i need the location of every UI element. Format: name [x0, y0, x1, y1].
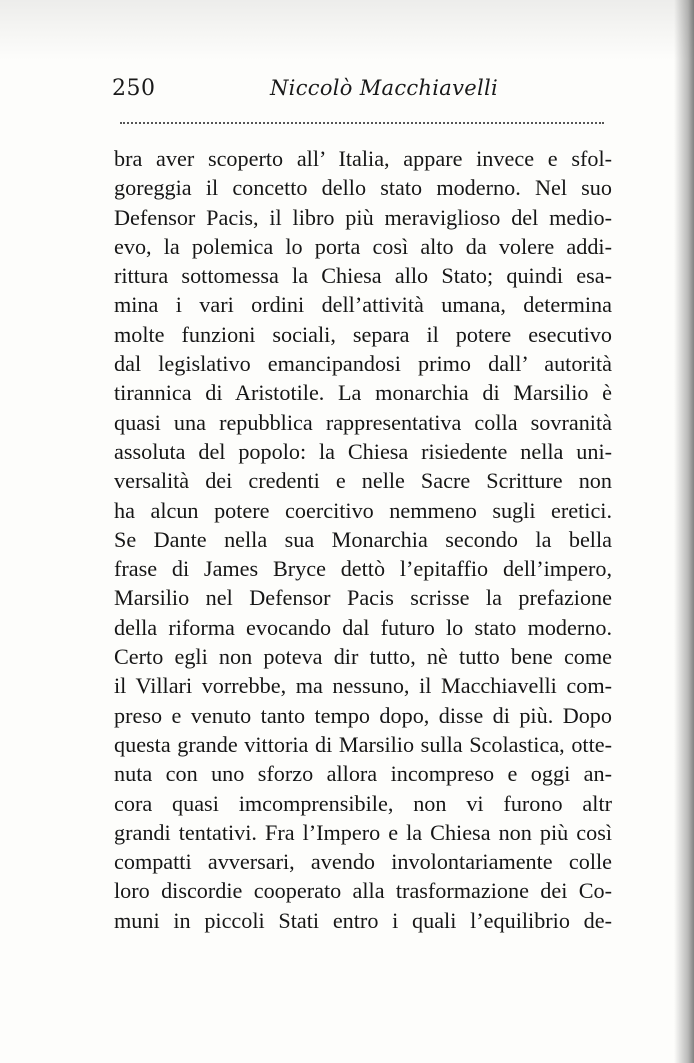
text-line: cora quasi imcomprensibile, non vi furono altr: [114, 790, 612, 816]
text-line: Defensor Pacis, il libro più meraviglioso del medio-: [114, 204, 612, 230]
text-line: goreggia il concetto dello stato moderno. Nel suo: [114, 175, 612, 201]
text-line: questa grande vittoria di Marsilio sulla Scolastica, otte-: [114, 731, 612, 757]
text-line: preso e venuto tanto tempo dopo, disse di più. Dopo: [114, 702, 612, 728]
text-line: nuta con uno sforzo allora incompreso e oggi an-: [114, 761, 612, 787]
text-line: muni in piccoli Stati entro i quali l’equilibrio de-: [114, 907, 612, 933]
page-top-shading: [0, 0, 694, 60]
text-line: grandi tentativi. Fra l’Impero e la Chiesa non più così: [114, 819, 612, 845]
text-line: tirannica di Aristotile. La monarchia di Marsilio è: [114, 380, 612, 406]
text-line: versalità dei credenti e nelle Sacre Scritture non: [114, 468, 612, 494]
text-line: quasi una repubblica rappresentativa colla sovranità: [114, 409, 612, 435]
text-line: il Villari vorrebbe, ma nessuno, il Macchiavelli com-: [114, 673, 612, 699]
text-line: rittura sottomessa la Chiesa allo Stato; quindi esa-: [114, 263, 612, 289]
text-line: loro discordie cooperato alla trasformazione dei Co-: [114, 878, 612, 904]
running-title: Niccolò Macchiavelli: [270, 76, 499, 100]
header-dotted-rule: [120, 122, 604, 124]
text-line: mina i vari ordini dell’attività umana, determina: [114, 292, 612, 318]
page-number: 250: [112, 76, 156, 101]
text-line: Certo egli non poteva dir tutto, nè tutto bene come: [114, 644, 612, 670]
text-line: bra aver scoperto all’ Italia, appare invece e sfol-: [114, 146, 612, 171]
text-line: frase di James Bryce dettò l’epitaffio dell’impero,: [114, 556, 612, 582]
text-line: della riforma evocando dal futuro lo stato moderno.: [114, 614, 612, 640]
text-line: Se Dante nella sua Monarchia secondo la bella: [114, 526, 612, 552]
text-line: assoluta del popolo: la Chiesa risiedente nella uni-: [114, 438, 612, 464]
text-line: dal legislativo emancipandosi primo dall’ autorità: [114, 351, 612, 377]
body-paragraph: [114, 144, 612, 935]
page-edge-shadow: [674, 0, 694, 1063]
text-line: molte funzioni sociali, separa il potere esecutivo: [114, 321, 612, 347]
text-line: evo, la polemica lo porta così alto da volere addi-: [114, 233, 612, 259]
text-line: compatti avversari, avendo involontariamente colle: [114, 849, 612, 875]
text-line: Marsilio nel Defensor Pacis scrisse la prefazione: [114, 585, 612, 611]
text-line: ha alcun potere coercitivo nemmeno sugli eretici.: [114, 497, 612, 523]
page-header: [112, 74, 612, 108]
